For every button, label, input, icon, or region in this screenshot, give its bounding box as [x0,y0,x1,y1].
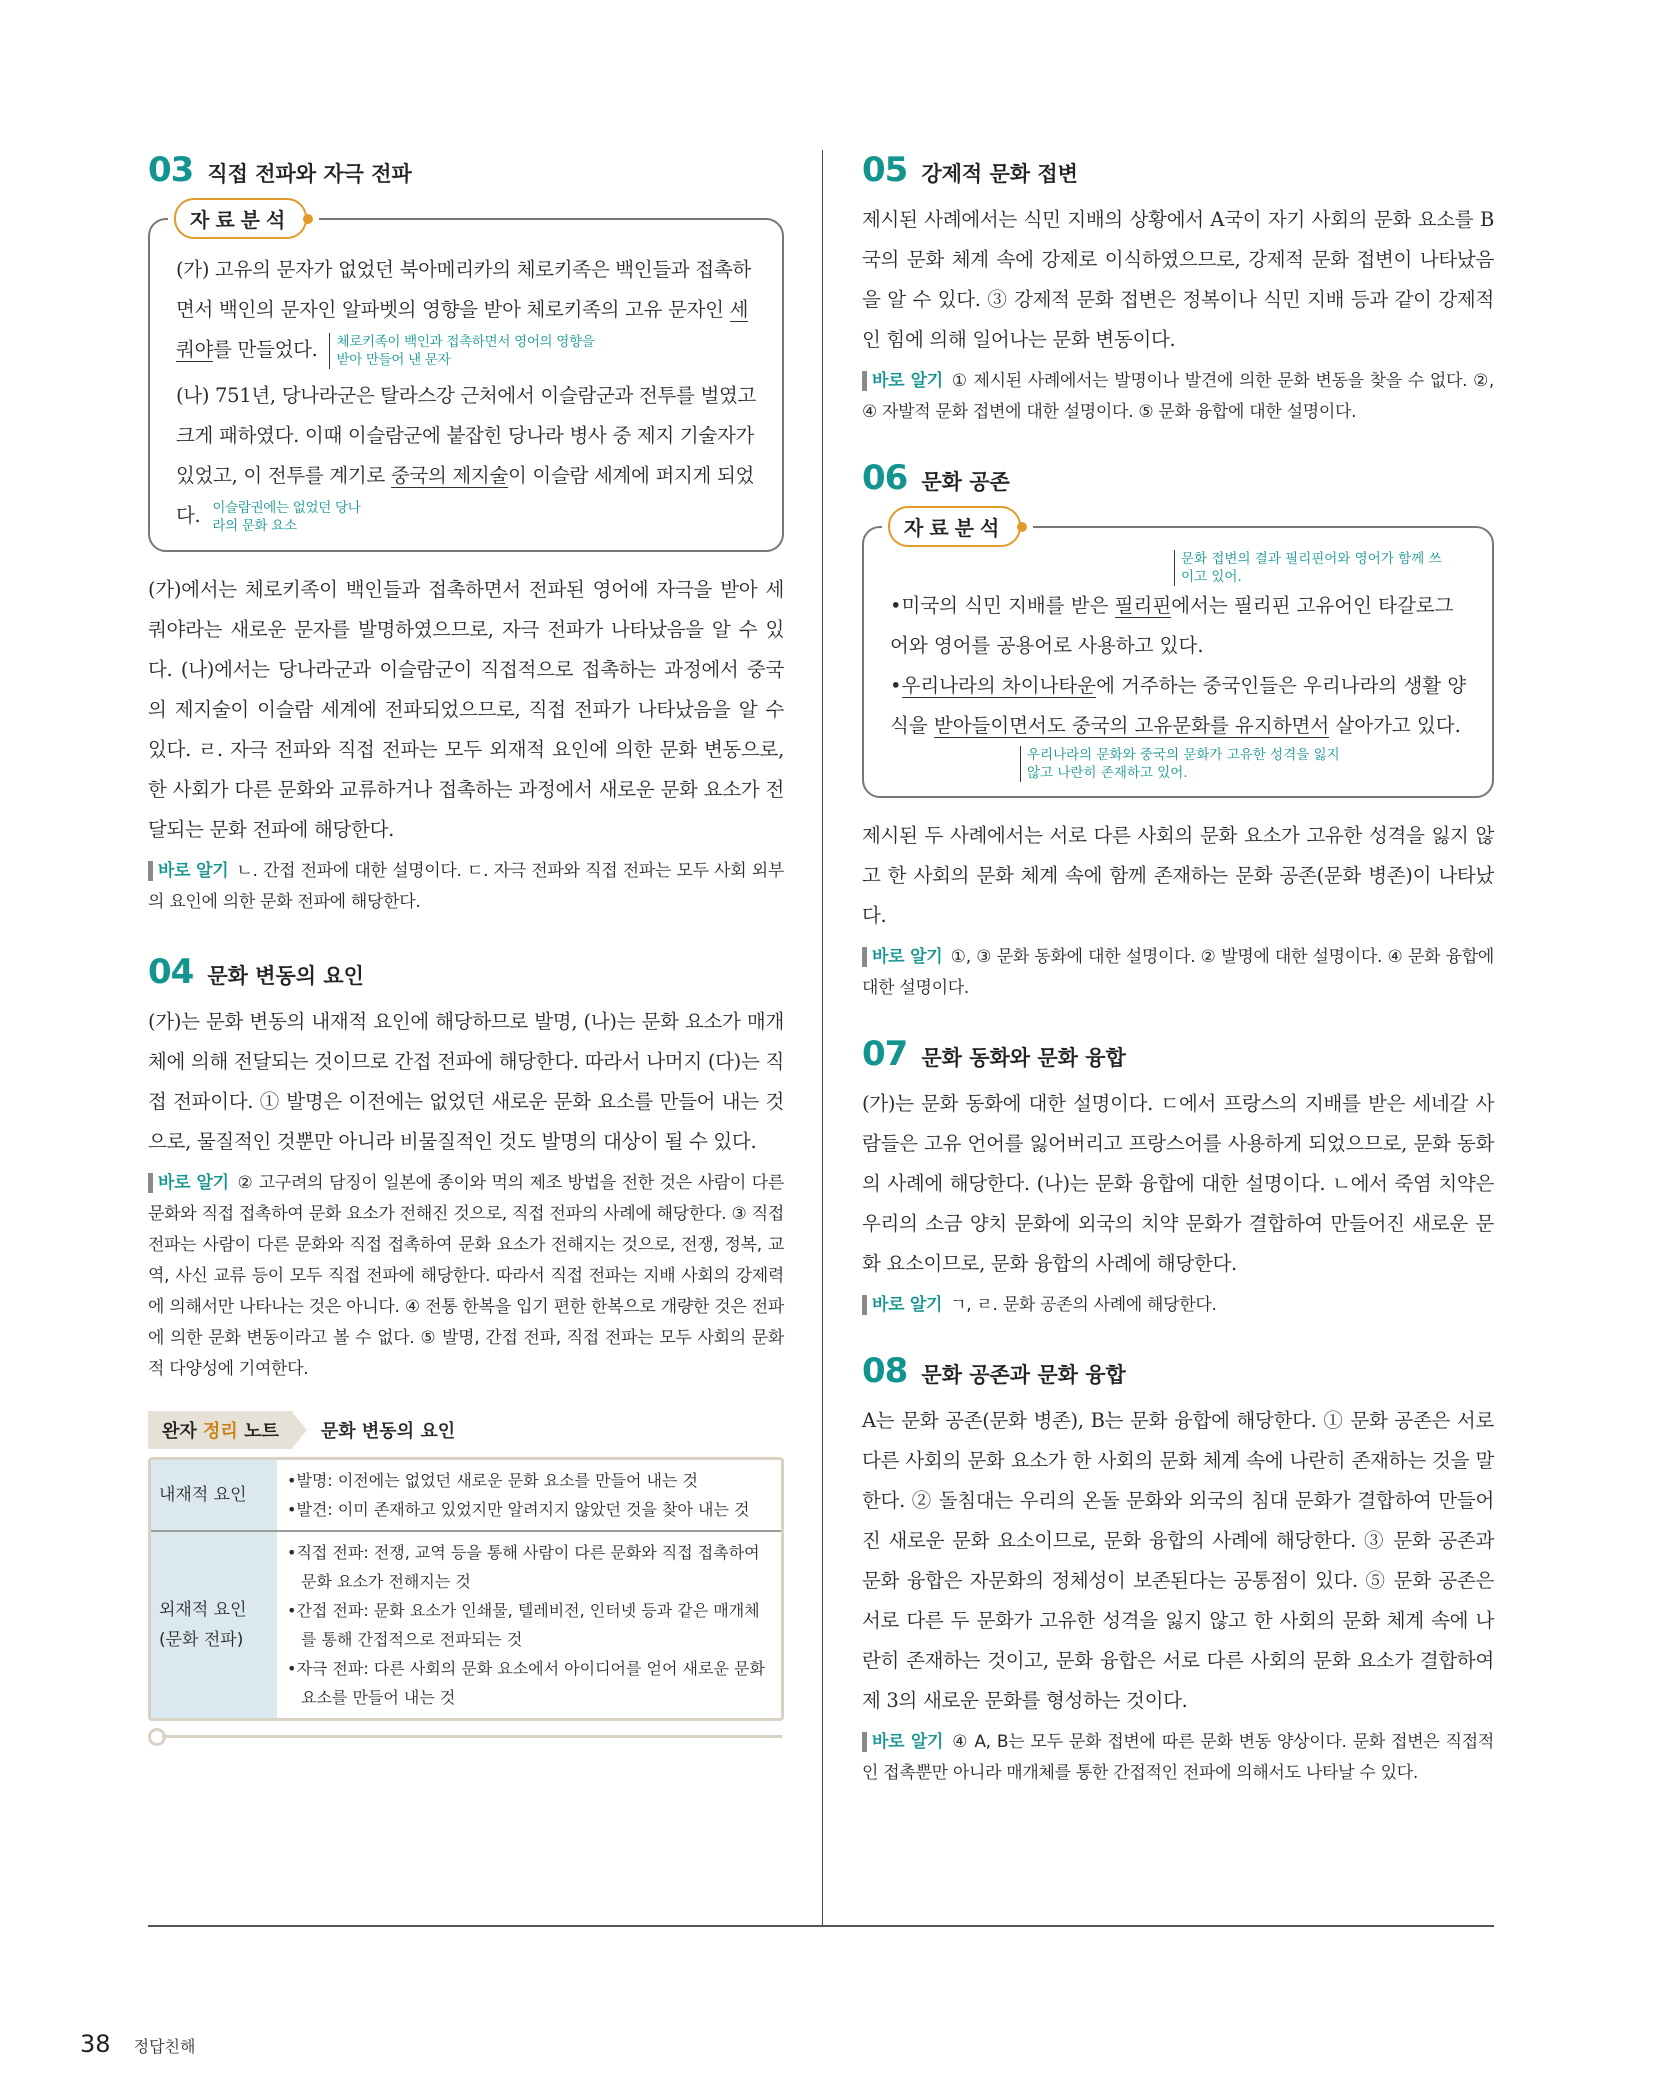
right-column [862,150,1494,1789]
correction-badge: 바로 알기 [862,371,943,391]
section-title: 강제적 문화 접변 [921,162,1078,186]
section-number: 08 [862,1351,908,1391]
section-title: 직접 전파와 자극 전파 [207,162,412,186]
section-number: 06 [862,458,908,498]
table-row [151,1460,781,1532]
correction-badge: 바로 알기 [862,947,942,967]
explanation: (가)는 문화 변동의 내재적 요인에 해당하므로 발명, (나)는 문화 요소가 매개체에 의해 전달되는 것이므로 간접 전파에 해당한다. 따라서 나머지 (다)는 직접 전파이다. ① 발명은 이전에는 없었던 새로운 문화 요소를 만들어 내는 것으로, 물질적인 것뿐만 아니라 비물질적인 것도 발명의 대상이 될 수 있다. [148,1010,784,1153]
correction-note: 바로 알기 ①, ③ 문화 동화에 대한 설명이다. ② 발명에 대한 설명이다. ④ 문화 융합에 대한 설명이다. [862,947,1494,998]
source-a: (가) 고유의 문자가 없었던 북아메리카의 체로키족은 백인들과 접촉하면서 백인의 문자인 알파벳의 영향을 받아 체로키족의 고유 문자인 세쿼야를 만들었다. 체로키족이 백인과 접촉하면서 영어의 영향을 받아 만들어 낸 문자 [176,258,751,368]
summary-note [148,1411,784,1751]
underlined-term: 세쿼야 [176,298,749,361]
column-divider [822,150,823,1925]
list-item: •자극 전파: 다른 사회의 문화 요소에서 아이디어를 얻어 새로운 문화 요소를 만들어 내는 것 [287,1659,765,1707]
data-analysis-box [862,516,1494,798]
correction-badge: 바로 알기 [862,1732,943,1752]
footer-rule [148,1925,1494,1927]
section-07-heading [862,1034,1494,1074]
list-item: •우리나라의 차이나타운에 거주하는 중국인들은 우리나라의 생활 양식을 받아들이면서도 중국의 고유문화를 유지하면서 살아가고 있다. [890,674,1467,737]
section-title: 문화 공존 [921,470,1010,494]
row-header: 외재적 요인 (문화 전파) [151,1532,277,1718]
section-title: 문화 동화와 문화 융합 [921,1046,1126,1070]
correction-note: 바로 알기 ② 고구려의 담징이 일본에 종이와 먹의 제조 방법을 전한 것은 사람이 다른 문화와 직접 접촉하여 문화 요소가 전해진 것으로, 직접 전파의 사례에 해당한다. ③ 직접 전파는 사람이 다른 문화와 직접 접촉하여 문화 요소가 전해지는 것으로, 전쟁, 정복, 교역, 사신 교류 등이 모두 직접 전파에 해당한다. 따라서 직접 전파는 지배 사회의 강제력에 의해서만 나타나는 것은 아니다. ④ 전통 한복을 입기 편한 한복으로 개량한 것은 전파에 의한 문화 변동이라고 볼 수 없다. ⑤ 발명, 간접 전파, 직접 전파는 모두 사회의 문화적 다양성에 기여한다. [148,1173,785,1379]
annotation-note: 체로키족이 백인과 접촉하면서 영어의 영향을 받아 만들어 낸 문자 [329,333,596,369]
correction-badge: 바로 알기 [862,1295,942,1315]
section-04-heading [148,952,784,992]
section-number: 04 [148,952,194,992]
tag-dot-icon [303,214,313,224]
section-title: 문화 변동의 요인 [207,964,364,988]
list-item: •미국의 식민 지배를 받은 필리핀에서는 필리핀 고유어인 타갈로그어와 영어를 공용어로 사용하고 있다. [890,594,1454,657]
summary-table [148,1457,784,1721]
page-number: 38 [80,2030,111,2058]
section-number: 03 [148,150,194,190]
section-03-heading [148,150,784,190]
list-item: •직접 전파: 전쟁, 교역 등을 통해 사람이 다른 문화와 직접 접촉하여 문화 요소가 전해지는 것 [287,1543,760,1591]
explanation: A는 문화 공존(문화 병존), B는 문화 융합에 해당한다. ① 문화 공존은 서로 다른 사회의 문화 요소가 한 사회의 문화 체계 속에 나란히 존재하는 것을 말한다. ② 돌침대는 우리의 온돌 문화와 외국의 침대 문화가 결합하여 만들어진 새로운 문화 요소이므로, 문화 융합의 사례에 해당한다. ③ 문화 공존과 문화 융합은 자문화의 정체성이 보존된다는 공통점이 있다. ⑤ 문화 공존은 서로 다른 두 문화가 고유한 성격을 잃지 않고 한 사회의 문화 체계 속에 나란히 존재하는 것이고, 문화 융합은 서로 다른 사회의 문화 요소가 결합하여 제 3의 새로운 문화를 형성하는 것이다. [862,1409,1494,1712]
row-header: 내재적 요인 [151,1460,277,1530]
annotation-note: 이슬람권에는 없었던 당나라의 문화 요소 [212,499,361,534]
correction-badge: 바로 알기 [148,1173,229,1193]
data-analysis-box [148,208,784,552]
underlined-term: 우리나라의 차이나타운 [901,674,1097,697]
section-number: 07 [862,1034,908,1074]
label-arrow-icon [293,1413,307,1447]
correction-note: 바로 알기 ㄴ. 간접 전파에 대한 설명이다. ㄷ. 자극 전파와 직접 전파는 모두 사회 외부의 요인에 의한 문화 전파에 해당한다. [148,861,784,912]
data-analysis-tag: 자료분석 [882,506,1033,547]
explanation: (가)는 문화 동화에 대한 설명이다. ㄷ에서 프랑스의 지배를 받은 세네갈 사람들은 고유 언어를 잃어버리고 프랑스어를 사용하게 되었으므로, 문화 동화의 사례에 해당한다. (나)는 문화 융합에 대한 설명이다. ㄴ에서 죽염 치약은 우리의 소금 양치 문화에 외국의 치약 문화가 결합하여 만들어진 새로운 문화 요소이므로, 문화 융합의 사례에 해당한다. [862,1092,1494,1275]
section-08-heading [862,1351,1494,1391]
underlined-term: 필리핀 [1114,594,1172,617]
explanation: 제시된 두 사례에서는 서로 다른 사회의 문화 요소가 고유한 성격을 잃지 않고 한 사회의 문화 체계 속에 함께 존재하는 문화 공존(문화 병존)이 나타났다. [862,824,1494,927]
summary-title: 문화 변동의 요인 [320,1421,456,1442]
correction-badge: 바로 알기 [148,861,228,881]
summary-footer-decoration [148,1721,784,1751]
section-number: 05 [862,150,908,190]
list-item: •발견: 이미 존재하고 있었지만 알려지지 않았던 것을 찾아 내는 것 [287,1500,750,1519]
summary-label: 완자 정리 노트 [148,1411,293,1449]
annotation-note: 문화 접변의 결과 필리핀어와 영어가 함께 쓰이고 있어. [1174,550,1451,586]
underlined-term: 받아들이면서도 중국의 고유문화를 유지하면서 [933,714,1330,737]
table-row [151,1532,781,1718]
list-item: •발명: 이전에는 없었던 새로운 문화 요소를 만들어 내는 것 [287,1471,699,1490]
annotation-note: 우리나라의 문화와 중국의 문화가 고유한 성격을 잃지 않고 나란히 존재하고 있어. [1020,746,1347,782]
underlined-term: 중국의 제지술 [390,464,508,487]
section-05-heading [862,150,1494,190]
explanation: (가)에서는 체로키족이 백인들과 접촉하면서 전파된 영어에 자극을 받아 세쿼야라는 새로운 문자를 발명하였으므로, 자극 전파가 나타났음을 알 수 있다. (나)에서는 당나라군과 이슬람군이 직접적으로 접촉하는 과정에서 중국의 제지술이 이슬람 세계에 전파되었으므로, 직접 전파가 나타났음을 알 수 있다. ㄹ. 자극 전파와 직접 전파는 모두 외재적 요인에 의한 문화 변동으로, 한 사회가 다른 문화와 교류하거나 접촉하는 과정에서 새로운 문화 요소가 전달되는 문화 전파에 해당한다. [148,578,784,841]
book-label: 정답친해 [133,2037,196,2056]
correction-note: 바로 알기 ㄱ, ㄹ. 문화 공존의 사례에 해당한다. [862,1290,1494,1321]
page-footer [80,2030,195,2058]
source-b: (나) 751년, 당나라군은 탈라스강 근처에서 이슬람군과 전투를 벌였고 크게 패하였다. 이때 이슬람군에 붙잡힌 당나라 병사 중 제지 기술자가 있었고, 이 전투를 계기로 중국의 제지술이 이슬람 세계에 퍼지게 되었다. 이슬람권에는 없었던 당나라의 문화 요소 [176,384,757,534]
list-item: •간접 전파: 문화 요소가 인쇄물, 텔레비전, 인터넷 등과 같은 매개체를 통해 간접적으로 전파되는 것 [287,1601,760,1649]
correction-note: 바로 알기 ① 제시된 사례에서는 발명이나 발견에 의한 문화 변동을 찾을 수 없다. ②, ④ 자발적 문화 접변에 대한 설명이다. ⑤ 문화 융합에 대한 설명이다. [862,371,1494,422]
data-analysis-tag: 자료분석 [168,198,319,239]
section-title: 문화 공존과 문화 융합 [921,1363,1126,1387]
correction-note: 바로 알기 ④ A, B는 모두 문화 접변에 따른 문화 변동 양상이다. 문화 접변은 직접적인 접촉뿐만 아니라 매개체를 통한 간접적인 전파에 의해서도 나타날 수 있다. [862,1732,1494,1783]
tag-dot-icon [1017,522,1027,532]
section-06-heading [862,458,1494,498]
explanation: 제시된 사례에서는 식민 지배의 상황에서 A국이 자기 사회의 문화 요소를 B국의 문화 체계 속에 강제로 이식하였으므로, 강제적 문화 접변이 나타났음을 알 수 있다. ③ 강제적 문화 접변은 정복이나 식민 지배 등과 같이 강제적인 힘에 의해 일어나는 문화 변동이다. [862,208,1494,351]
left-column [148,150,784,1751]
